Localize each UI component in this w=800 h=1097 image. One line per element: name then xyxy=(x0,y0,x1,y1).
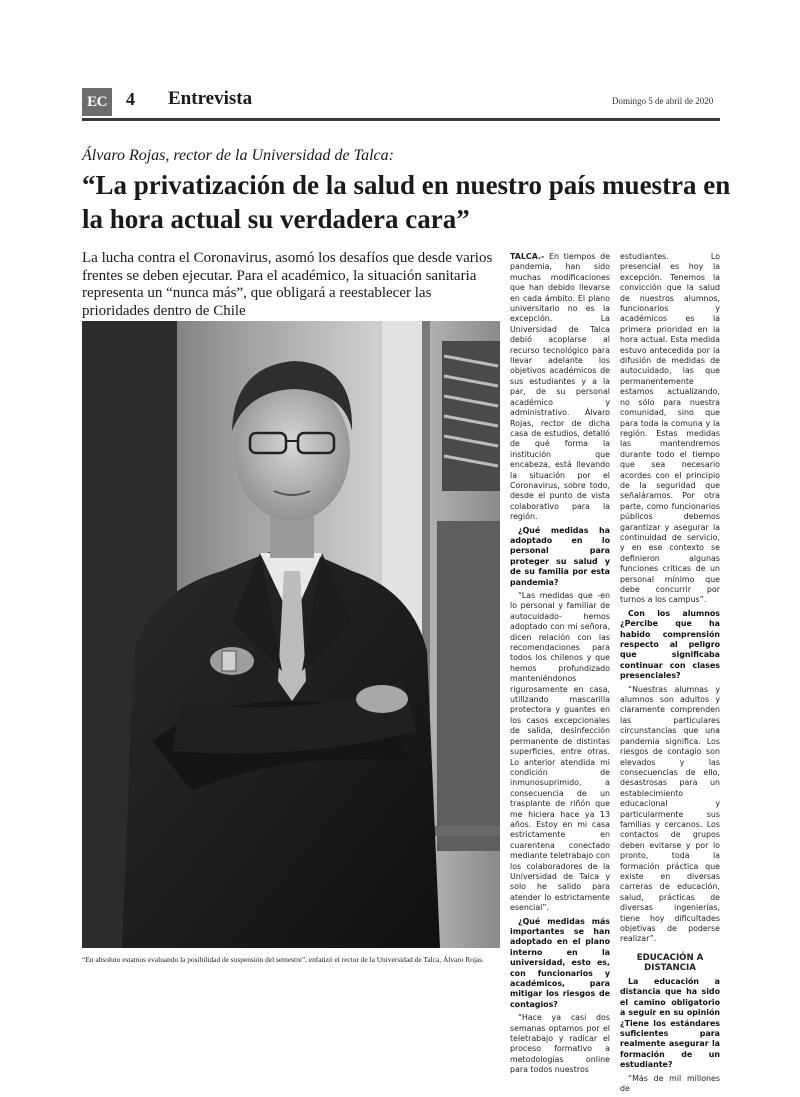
interview-question: ¿Qué medidas ha adoptado en lo personal para proteger su salud y de su familia por esta pandemia? xyxy=(510,525,610,587)
header-rule xyxy=(82,118,720,121)
issue-date: Domingo 5 de abril de 2020 xyxy=(612,96,714,106)
interview-answer: “Nuestras alumnas y alumnos son adultos y claramente comprenden las particulares circunstancias que una pandemia significa. Los riesgos de contagio son elevados y las consecuencias de ello, desastrosas para un establecimiento educacional y particularmente sus familias y cercanos. Los contactos de grupos deben evitarse y por lo pronto, toda la formación práctica que existe en diversas carreras de educación, salud, prácticas de diversas ingenierías, tiene hoy dificultades objetivas de poderse realizar”. xyxy=(620,684,720,944)
dateline: TALCA.- xyxy=(510,252,545,261)
interview-answer: “Hace ya casi dos semanas optamos por el teletrabajo y radicar el proceso formativo a metodologías online para todos nuestros xyxy=(510,1013,610,1075)
paragraph: estudiantes. Lo presencial es hoy la excepción. Tenemos la convicción que la salud de nuestros alumnos, funcionarios y académicos es la primera prioridad en la hora actual. Esta medida estuvo antecedida por la difusión de medidas de autocuidado, las que permanentemente estamos actualizando, no sólo para nuestra comunidad, sino que para toda la comuna y la región. Estas medidas las mantendremos durante todo el tiempo que sea necesario acordes con el principio de la seguridad que señaláramos. Por otra parte, como funcionarios públicos debemos garantizar y asegurar la continuidad de servicio, y en ese contexto se definieron algunas funciones críticas de un personal mínimo que debe concurrir por turnos a los campus”. xyxy=(620,252,720,605)
interview-question: ¿Qué medidas más importantes se han adoptado en el plano interno en la universidad, esto es, con funcionarios y académicos, para mitigar los riesgos de contagios? xyxy=(510,916,610,1009)
article-headline: “La privatización de la salud en nuestro país muestra en la hora actual su verdadera cara” xyxy=(82,170,731,234)
interview-answer: “Más de mil millones de xyxy=(620,1073,720,1094)
article-column-2 xyxy=(620,252,720,1097)
interview-question: Con los alumnos ¿Percibe que ha habido comprensión respecto al peligro que significaba continuar con clases presenciales? xyxy=(620,608,720,681)
interview-question: La educación a distancia que ha sido el camino obligatorio a seguir en su opinión ¿Tiene los estándares suficientes para realmente asegurar la formación de un estudiante? xyxy=(620,977,720,1070)
newspaper-logo: EC xyxy=(82,88,112,116)
article-lead: La lucha contra el Coronavirus, asomó los desafíos que desde varios frentes se deben ejecutar. Para el académico, la situación sanitaria representa un “nunca más”, que obligará a reestablecer las prioridades dentro de Chile xyxy=(82,250,493,319)
section-title: Entrevista xyxy=(168,88,253,109)
page-number: 4 xyxy=(126,89,135,109)
article-kicker: Álvaro Rojas, rector de la Universidad de Talca: xyxy=(82,147,394,164)
article-column-1 xyxy=(510,252,610,1079)
photo-caption: “En absoluto estamos evaluando la posibilidad de suspensión del semestre”, enfatizó el rector de la Universidad de Talca, Álvaro Rojas. xyxy=(82,955,485,964)
portrait-photo xyxy=(82,321,500,948)
paragraph: En tiempos de pandemia, han sido muchas modificaciones que han debido llevarse en cada ámbito. El plano universitario no es la excepción. La Universidad de Talca debió acoplarse al recurso tecnológico para llevar adelante los objetivos académicos de sus estudiantes y a la par, de su personal académico y administrativo. Álvaro Rojas, rector de dicha casa de estudios, detalló de qué forma la institución que encabeza, está llevando la situación por el Coronavirus, sobre todo, desde el punto de vista colaborativo para la región. xyxy=(510,252,610,522)
interview-answer: “Las medidas que -en lo personal y familiar de autocuidado- hemos adoptado con mi señora, dicen relación con las recomendaciones para todos los chilenos y que hemos profundizado manteniéndonos rigurosamente en casa, utilizando mascarilla protectora y guantes en los casos excepcionales de salida, desinfección permanente de distintas superficies, entre otras. Lo anterior atendida mi condición de inmunosuprimido, a consecuencia de un trasplante de riñón que me hiciera hace ya 13 años. Estoy en mi casa estrictamente en cuarentena conectado mediante teletrabajo con los colaboradores de la Universidad de Talca y solo he salido para atender lo estrictamente esencial”. xyxy=(510,591,610,913)
subheading: EDUCACIÓN A DISTANCIA xyxy=(636,952,704,974)
